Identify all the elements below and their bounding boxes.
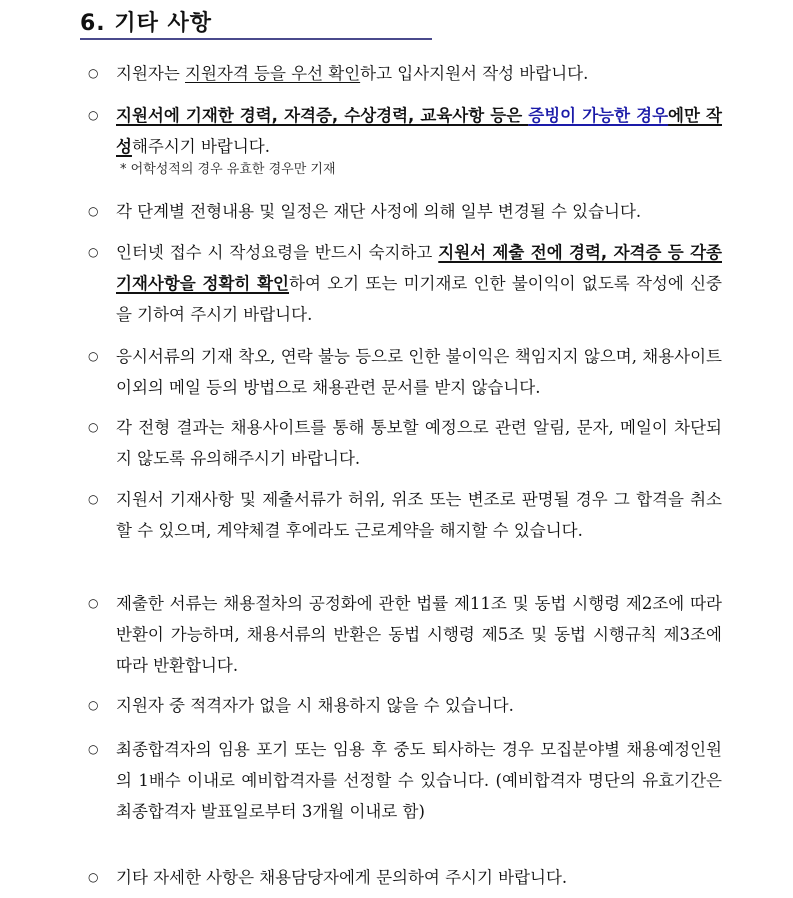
bullet-circle-icon: ○ (88, 698, 99, 712)
bullet-circle-icon: ○ (88, 245, 99, 259)
notice-text: 응시서류의 기재 착오, 연락 불능 등으로 인한 불이익은 책임지지 않으며, 채용사이트 이외의 메일 등의 방법으로 채용관련 문서를 받지 않습니다. (116, 347, 722, 397)
notice-item (88, 341, 722, 403)
notice-item (88, 588, 722, 681)
notice-text: 최종합격자의 임용 포기 또는 임용 후 중도 퇴사하는 경우 모집분야별 채용예정인원의 1배수 이내로 예비합격자를 선정할 수 있습니다. (예비합격자 명단의 유효기간은 최종합격자 발표일로부터 3개월 이내로 함) (116, 740, 722, 821)
notice-item (88, 484, 722, 546)
notice-item (88, 100, 722, 162)
notice-text: 인터넷 접수 시 작성요령을 반드시 숙지하고 지원서 제출 전에 경력, 자격증 등 각종 기재사항을 정확히 확인하여 오기 또는 미기재로 인한 불이익이 없도록 작성에 신중을 기하여 주시기 바랍니다. (116, 243, 722, 324)
bullet-circle-icon: ○ (88, 596, 99, 610)
bold-underlined-text: 에만 작성 (116, 106, 722, 156)
blue-highlight-text: 증빙이 가능한 경우 (528, 106, 669, 125)
bullet-circle-icon: ○ (88, 349, 99, 363)
section-title: 6. 기타 사항 (80, 11, 212, 36)
notice-item (88, 237, 722, 330)
bullet-circle-icon: ○ (88, 742, 99, 756)
notice-text: 지원자는 지원자격 등을 우선 확인하고 입사지원서 작성 바랍니다. (116, 64, 589, 83)
notice-item (88, 412, 722, 474)
notice-text: 각 전형 결과는 채용사이트를 통해 통보할 예정으로 관련 알림, 문자, 메일이 차단되지 않도록 유의해주시기 바랍니다. (116, 418, 722, 468)
notice-text: 제출한 서류는 채용절차의 공정화에 관한 법률 제11조 및 동법 시행령 제2조에 따라 반환이 가능하며, 채용서류의 반환은 동법 시행령 제5조 및 동법 시행규칙 제3조에 따라 반환합니다. (116, 594, 722, 675)
footnote: * 어학성적의 경우 유효한 경우만 기재 (120, 162, 336, 177)
bullet-circle-icon: ○ (88, 204, 99, 218)
bullet-circle-icon: ○ (88, 108, 99, 122)
bold-underlined-text: 지원서 제출 전에 경력, 자격증 등 각종 기재사항을 정확히 확인 (116, 243, 722, 293)
notice-item (88, 58, 722, 89)
notice-item (88, 196, 722, 227)
bullet-circle-icon: ○ (88, 420, 99, 434)
notice-text: 각 단계별 전형내용 및 일정은 재단 사정에 의해 일부 변경될 수 있습니다. (116, 202, 642, 221)
notice-item (88, 690, 722, 721)
notice-item (88, 734, 722, 827)
bullet-circle-icon: ○ (88, 870, 99, 884)
notice-text: 지원서에 기재한 경력, 자격증, 수상경력, 교육사항 등은 증빙이 가능한 경우에만 작성해주시기 바랍니다. (116, 106, 722, 156)
bullet-circle-icon: ○ (88, 66, 99, 80)
bold-underlined-text: 지원서에 기재한 경력, 자격증, 수상경력, 교육사항 등은 (116, 106, 529, 125)
bullet-circle-icon: ○ (88, 492, 99, 506)
notice-text: 지원자 중 적격자가 없을 시 채용하지 않을 수 있습니다. (116, 696, 514, 715)
notice-item (88, 862, 722, 893)
notice-text: 지원서 기재사항 및 제출서류가 허위, 위조 또는 변조로 판명될 경우 그 합격을 취소할 수 있으며, 계약체결 후에라도 근로계약을 해지할 수 있습니다. (116, 490, 722, 540)
underlined-text: 지원자격 등을 우선 확인 (185, 64, 361, 83)
notice-text: 기타 자세한 사항은 채용담당자에게 문의하여 주시기 바랍니다. (116, 868, 568, 887)
section-heading (80, 4, 432, 40)
